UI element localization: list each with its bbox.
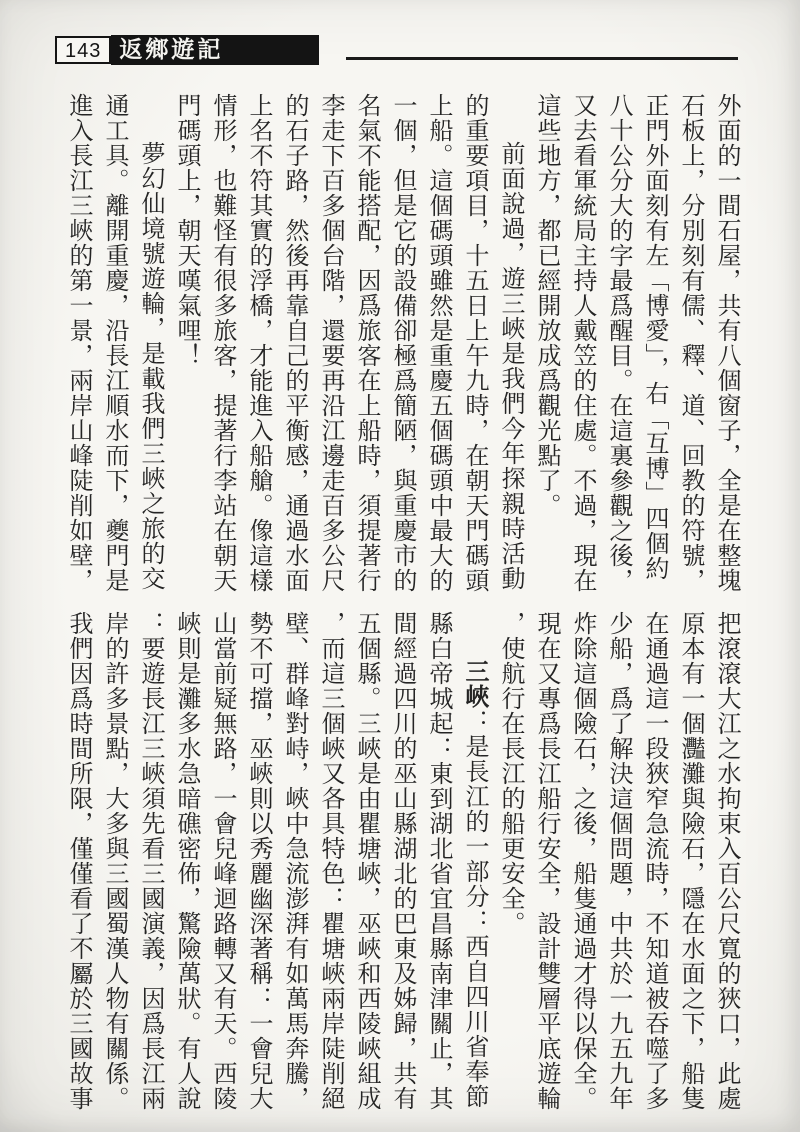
paragraph-chaotianmen-dock: 前面說過，遊三峽是我們今年探親時活動的重要項目，十五日上午九時，在朝天門碼頭上船。這個碼頭雖然是重慶五個碼頭中最大的一個，但是它的設備卻極爲簡陋，與重慶市的名氣不能搭配，因爲旅客在上船時，須提著行李走下百多個台階，還要再沿江邊走百多公尺的石子路，然後再靠自己的平衡感，通過水面上名不符其實的浮橋，才能進入船艙。像這樣情形，也難怪有很多旅客，提著行李站在朝天門碼頭上，朝天嘆氣哩！	[173, 93, 523, 593]
page-header	[55, 35, 319, 65]
paragraph-three-gorges-text: ：是長江的一部分：西自四川省奉節縣白帝城起：東到湖北省宜昌縣南津關止，其間經過四川的巫山縣湖北的巴東及姊歸，共有五個縣。三峽是由瞿塘峽，巫峽和西陵峽組成，而這三個峽又各具特色：瞿塘峽兩岸陡削絕壁、群峰對峙，峽中急流澎湃有如萬馬奔騰，勢不可擋，巫峽則以秀麗幽深著稱：一會兒大山當前疑無路，一會兒峰迴路轉又有天。西陵峽則是灘多水急暗礁密佈，驚險萬狀。有人說：要遊長江三峽須先看三國演義，因爲長江兩岸的許多景點，大多與三國蜀漢人物有關係。我們因爲時間所限，僅僅看了不屬於三國故事	[65, 611, 487, 1111]
header-rule	[346, 57, 738, 60]
page-number: 143	[55, 36, 111, 64]
section-heading-three-gorges: 三峽	[461, 659, 487, 709]
upper-text-band	[56, 93, 744, 599]
paragraph-rapids-rock: 把滾滾大江之水拘束入百公尺寬的狹口，此處原本有一個灩灘與險石，隱在水面之下，船隻在通過這一段狹窄急流時，不知道被吞噬了多少船，爲了解決這個問題，中共於一九五九年炸除這個險石，之後，船隻通過才得以保全。現在又專爲長江船行安全，設計雙層平底遊輪，使航行在長江的船更安全。	[497, 611, 739, 1111]
lower-text-band	[56, 611, 744, 1117]
paragraph-stone-house: 外面的一間石屋，共有八個窗子，全是在整塊石板上，分別刻有儒、釋、道、回教的符號，正門外面刻有左「博愛」，右「互博」四個約八十公分大的字最爲醒目。在這裏參觀之後，又去看軍統局主持人戴笠的住處。不過，現在這些地方，都已經開放成爲觀光點了。	[533, 93, 739, 593]
paragraph-cruise-ship: 夢幻仙境號遊輪，是載我們三峽之旅的交通工具。離開重慶，沿長江順水而下，夔門是進入長江三峽的第一景，兩岸山峰陡削如壁，	[65, 93, 163, 593]
paragraph-three-gorges	[60, 611, 492, 1117]
book-title: 返鄉遊記	[111, 35, 319, 65]
